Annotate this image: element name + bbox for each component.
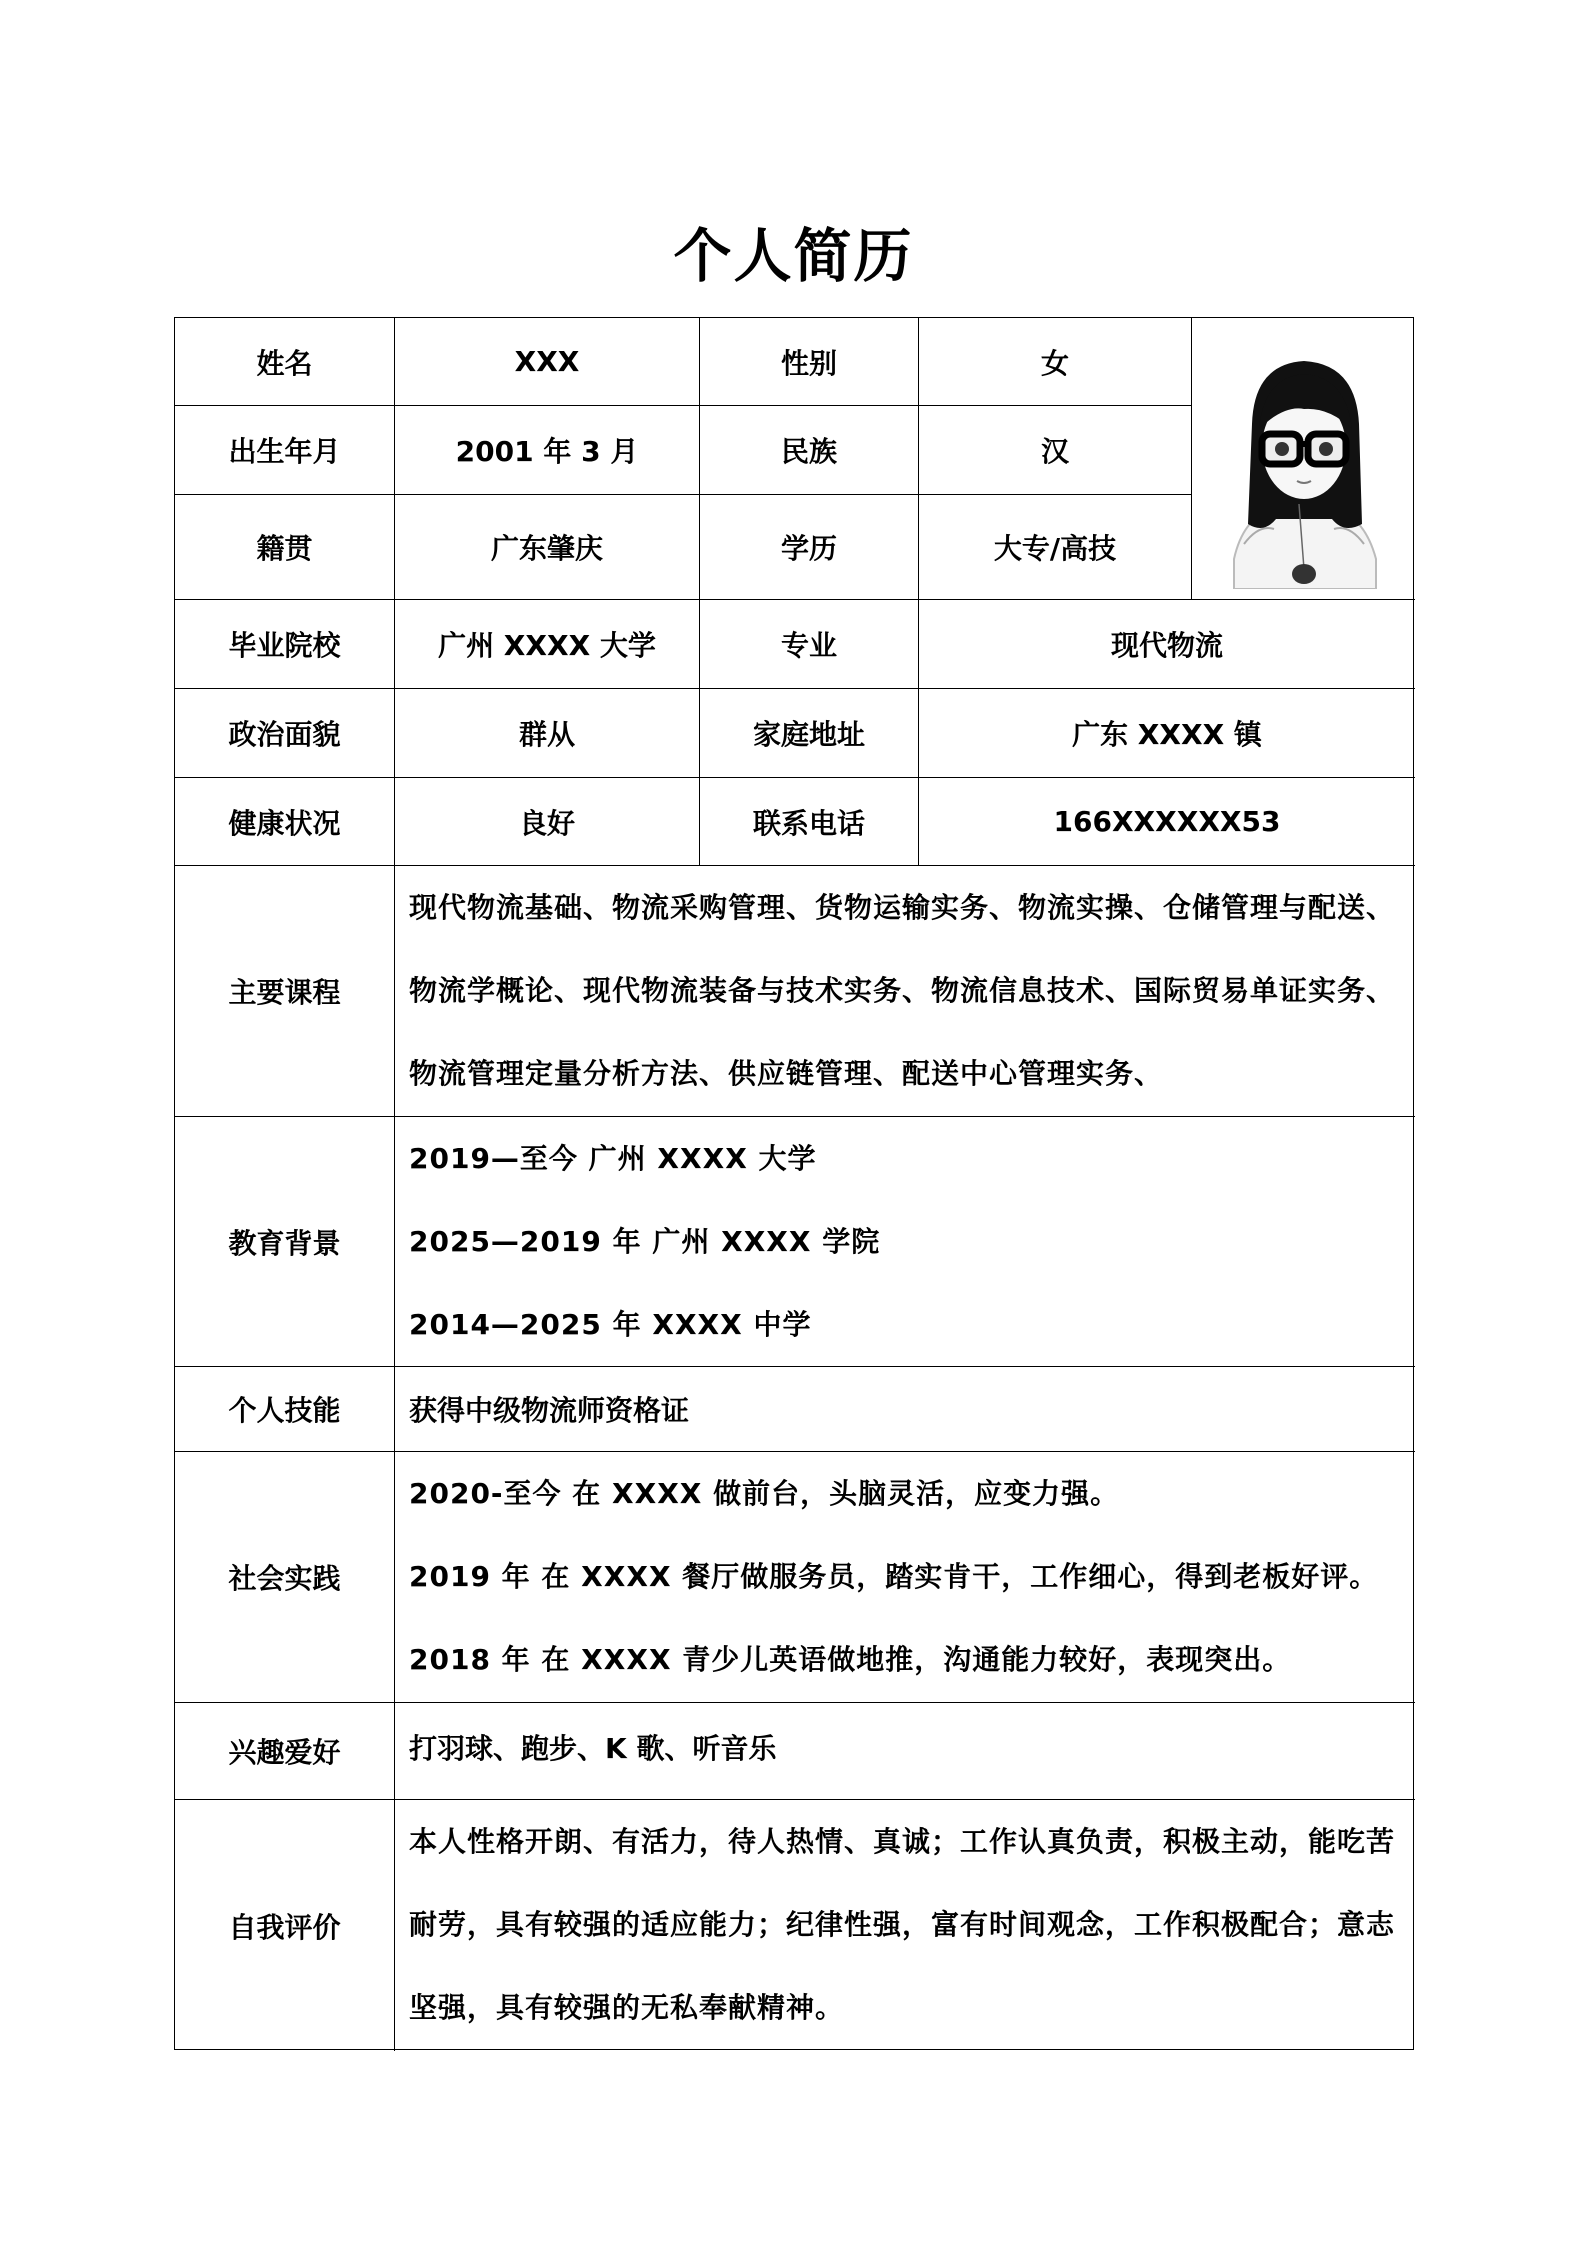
value-origin: 广东肇庆 [395,495,700,600]
label-health: 健康状况 [175,778,395,866]
value-birth: 2001 年 3 月 [395,406,700,495]
value-name: XXX [395,318,700,406]
value-phone: 166XXXXXX53 [919,778,1415,866]
label-address: 家庭地址 [700,689,919,778]
education-content [395,1117,1415,1367]
value-address: 广东 XXXX 镇 [919,689,1415,778]
label-gender: 性别 [700,318,919,406]
label-self-eval: 自我评价 [175,1800,395,2051]
label-education: 学历 [700,495,919,600]
page-title: 个人简历 [673,222,914,290]
label-school: 毕业院校 [175,600,395,689]
value-major: 现代物流 [919,600,1415,689]
label-ethnicity: 民族 [700,406,919,495]
label-practice: 社会实践 [175,1452,395,1703]
value-school: 广州 XXXX 大学 [395,600,700,689]
hobbies-content: 打羽球、跑步、K 歌、听音乐 [395,1703,1415,1800]
practice-line: 2020-至今 在 XXXX 做前台，头脑灵活，应变力强。 [409,1477,1120,1510]
self-eval-content [395,1800,1415,2051]
label-origin: 籍贯 [175,495,395,600]
label-birth: 出生年月 [175,406,395,495]
label-hobbies: 兴趣爱好 [175,1703,395,1800]
value-gender: 女 [919,318,1192,406]
label-courses: 主要课程 [175,866,395,1117]
label-education-background: 教育背景 [175,1117,395,1367]
education-line: 2025—2019 年 广州 XXXX 学院 [409,1225,881,1258]
self-eval-line: 本人性格开朗、有活力，待人热情、真诚；工作认真负责，积极主动，能吃苦 [409,1825,1396,1858]
value-education: 大专/高技 [919,495,1192,600]
skills-content: 获得中级物流师资格证 [395,1367,1415,1452]
self-eval-line: 坚强，具有较强的无私奉献精神。 [409,1991,845,2024]
value-political: 群从 [395,689,700,778]
practice-line: 2019 年 在 XXXX 餐厅做服务员，踏实肯干，工作细心，得到老板好评。 [409,1560,1379,1593]
practice-line: 2018 年 在 XXXX 青少儿英语做地推，沟通能力较好，表现突出。 [409,1643,1292,1676]
course-line: 物流管理定量分析方法、供应链管理、配送中心管理实务、 [409,1057,1164,1090]
resume-table [174,317,1414,2050]
education-line: 2019—至今 广州 XXXX 大学 [409,1142,817,1175]
photo [1192,318,1415,600]
self-eval-line: 耐劳，具有较强的适应能力；纪律性强，富有时间观念，工作积极配合；意志 [409,1908,1396,1941]
label-phone: 联系电话 [700,778,919,866]
avatar-cartoon-girl-glasses-icon [1204,329,1404,589]
education-line: 2014—2025 年 XXXX 中学 [409,1308,812,1341]
label-name: 姓名 [175,318,395,406]
label-major: 专业 [700,600,919,689]
label-political: 政治面貌 [175,689,395,778]
practice-content [395,1452,1415,1703]
label-skills: 个人技能 [175,1367,395,1452]
courses-content [395,866,1415,1117]
value-ethnicity: 汉 [919,406,1192,495]
course-line: 现代物流基础、物流采购管理、货物运输实务、物流实操、仓储管理与配送、 [409,891,1396,924]
value-health: 良好 [395,778,700,866]
course-line: 物流学概论、现代物流装备与技术实务、物流信息技术、国际贸易单证实务、 [409,974,1396,1007]
